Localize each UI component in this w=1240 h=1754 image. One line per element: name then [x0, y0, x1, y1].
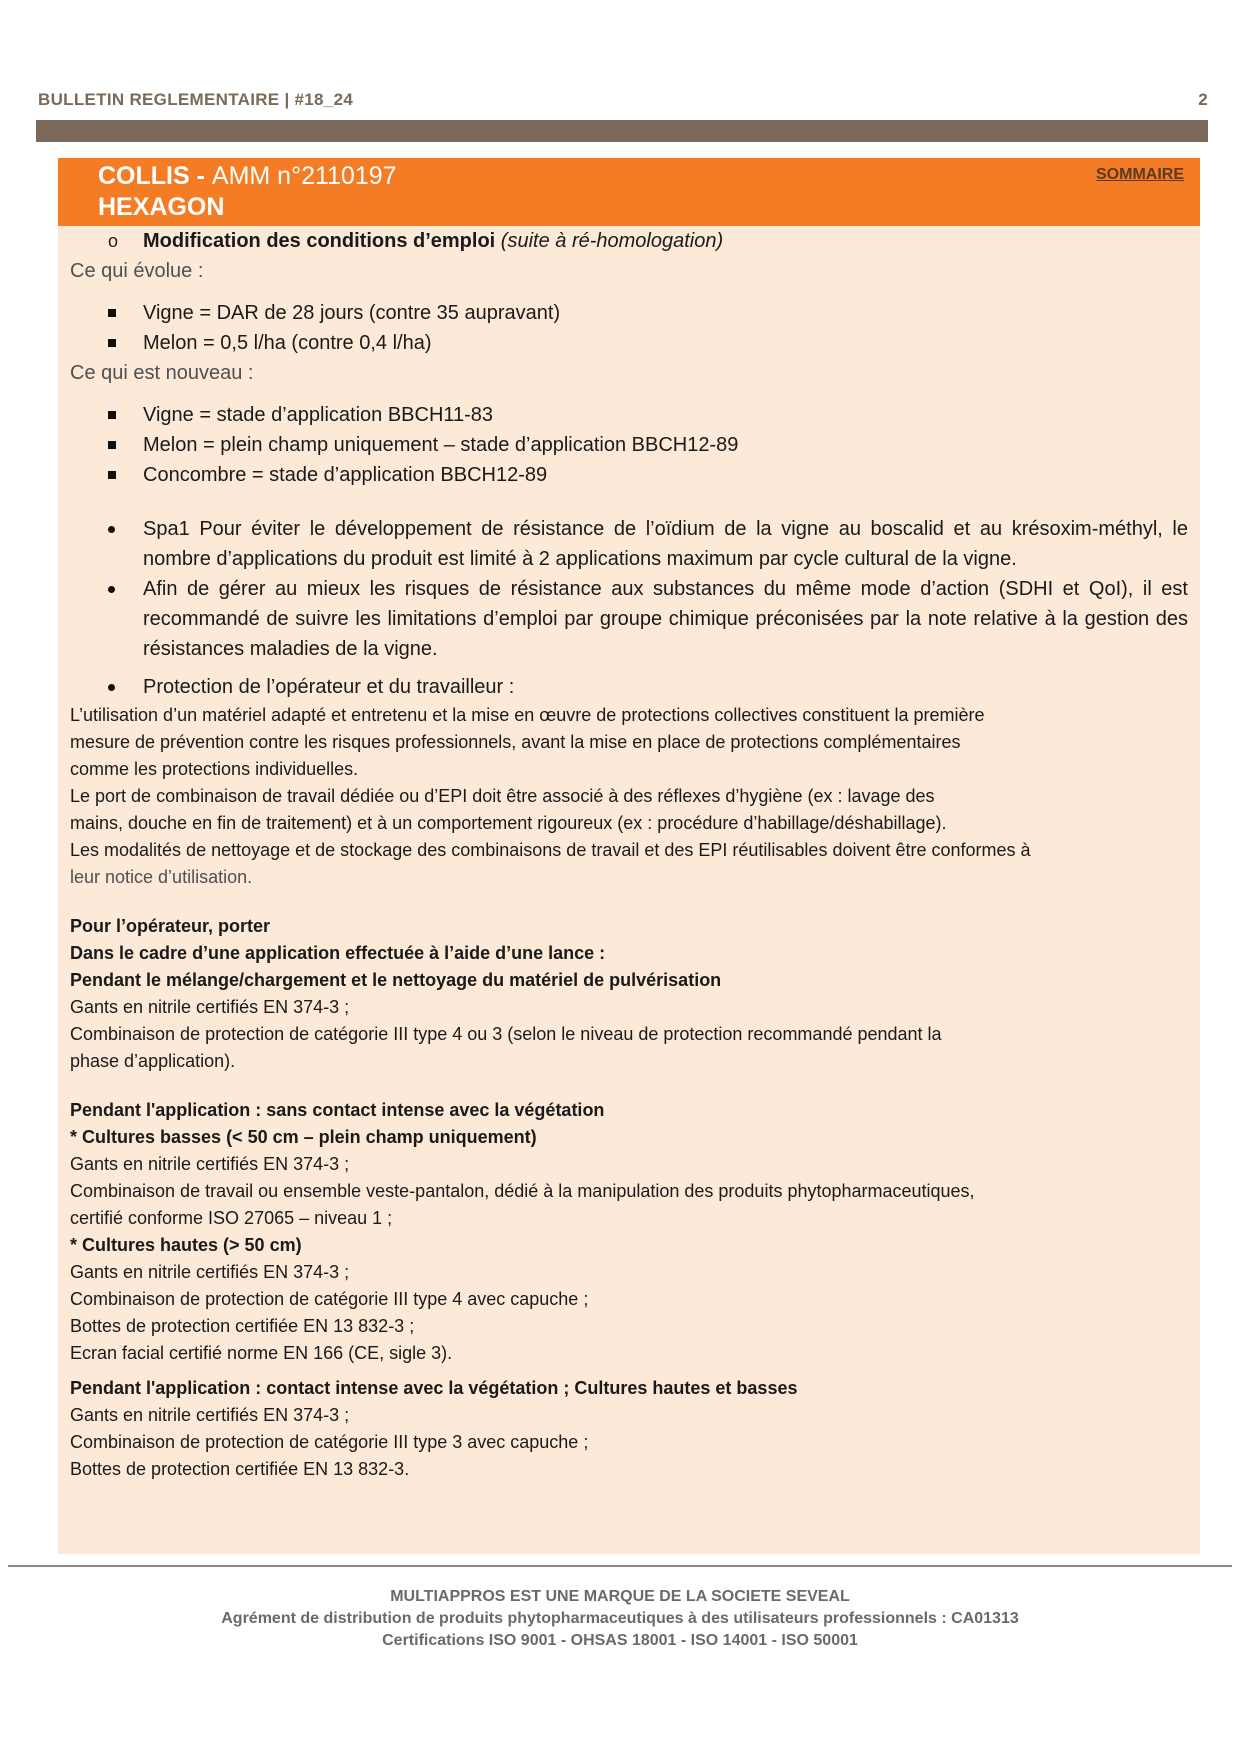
square-bullet-icon — [108, 411, 116, 419]
application-no-contact-section — [70, 1097, 1188, 1367]
dot-bullet-icon — [108, 684, 115, 691]
text-line: Gants en nitrile certifiés EN 374-3 ; — [70, 1154, 350, 1174]
square-bullet-icon — [108, 309, 116, 317]
subheading-bold: Modification des conditions d’emploi — [143, 230, 496, 252]
list-item — [70, 430, 1188, 460]
new-list — [70, 400, 1188, 490]
list-item — [70, 460, 1188, 490]
resistance-bullets — [70, 514, 1188, 664]
text-line: Ecran facial certifié norme EN 166 (CE, sigle 3). — [70, 1343, 453, 1363]
list-item-text: Melon = 0,5 l/ha (contre 0,4 l/ha) — [143, 332, 432, 354]
text-line: Bottes de protection certifiée EN 13 832-3. — [70, 1459, 410, 1479]
text-line: Le port de combinaison de travail dédiée ou d’EPI doit être associé à des réflexes d’hygiène (ex : lavage des — [70, 786, 935, 806]
protection-paragraph — [70, 702, 1188, 891]
lance-heading: Dans le cadre d’une application effectuée à l’aide d’une lance : — [70, 943, 606, 963]
list-item-text: Protection de l’opérateur et du travailleur : — [143, 676, 515, 698]
list-item — [70, 328, 1188, 358]
contact-heading: Pendant l'application : contact intense avec la végétation ; Cultures hautes et basses — [70, 1378, 798, 1398]
list-item-text: Spa1 Pour éviter le développement de résistance de l’oïdium de la vigne au boscalid et au krésoxim-méthyl, le nombre d’applications du produit est limité à 2 applications maximum par cycle cultural de la vigne. — [143, 518, 1188, 570]
sommaire-link[interactable]: SOMMAIRE — [1096, 166, 1184, 183]
new-label: Ce qui est nouveau : — [70, 362, 254, 384]
application-contact-section — [70, 1375, 1188, 1483]
evolve-label: Ce qui évolue : — [70, 260, 204, 282]
text-line: certifié conforme ISO 27065 – niveau 1 ; — [70, 1208, 393, 1228]
list-item-text: Vigne = DAR de 28 jours (contre 35 aupravant) — [143, 302, 561, 324]
text-line: Combinaison de protection de catégorie III type 4 ou 3 (selon le niveau de protection recommandé pendant la — [70, 1024, 942, 1044]
list-item — [70, 672, 1188, 702]
protection-bullet-list — [70, 672, 1188, 702]
list-item-text: Concombre = stade d’application BBCH12-89 — [143, 464, 548, 486]
running-header — [38, 90, 1208, 114]
text-line: L’utilisation d’un matériel adapté et entretenu et la mise en œuvre de protections collectives constituent la première — [70, 705, 985, 725]
operator-section — [70, 913, 1188, 1075]
square-bullet-icon — [108, 339, 116, 347]
text-line: Les modalités de nettoyage et de stockage des combinaisons de travail et des EPI réutilisables doivent être conformes à — [70, 840, 1031, 860]
evolve-list — [70, 298, 1188, 358]
footer-agreement: Agrément de distribution de produits phytopharmaceutiques à des utilisateurs professionnels : CA01313 — [221, 1610, 1019, 1627]
mixing-heading: Pendant le mélange/chargement et le nettoyage du matériel de pulvérisation — [70, 970, 722, 990]
list-item-text: Afin de gérer au mieux les risques de résistance aux substances du même mode d’action (SDHI et QoI), il est recommandé de suivre les limitations d’emploi par groupe chimique préconisées par la note relative à la gestion des résistances maladies de la vigne. — [143, 578, 1188, 660]
list-item-text: Vigne = stade d’application BBCH11-83 — [143, 404, 494, 426]
no-contact-heading: Pendant l'application : sans contact intense avec la végétation — [70, 1100, 605, 1120]
footer-company: MULTIAPPROS EST UNE MARQUE DE LA SOCIETE SEVEAL — [390, 1588, 850, 1605]
low-crops-heading: * Cultures basses (< 50 cm – plein champ uniquement) — [70, 1127, 537, 1147]
amm-number: AMM n°2110197 — [211, 162, 397, 190]
list-item — [70, 514, 1188, 574]
page-footer — [0, 1586, 1240, 1652]
product-title-line-1 — [98, 160, 397, 192]
subheading-italic: (suite à ré-homologation) — [500, 230, 724, 252]
circle-bullet-icon: o — [108, 231, 119, 251]
list-item-text: Melon = plein champ uniquement – stade d’application BBCH12-89 — [143, 434, 739, 456]
title-separator: - — [189, 162, 212, 190]
footer-certifications: Certifications ISO 9001 - OHSAS 18001 - ISO 14001 - ISO 50001 — [382, 1632, 858, 1649]
text-line: mesure de prévention contre les risques professionnels, avant la mise en place de protections complémentaires — [70, 732, 961, 752]
product-name: COLLIS — [98, 162, 190, 190]
text-line: mains, douche en fin de traitement) et à un comportement rigoureux (ex : procédure d’habillage/déshabillage). — [70, 813, 947, 833]
modification-subheading — [70, 226, 1188, 256]
dot-bullet-icon — [108, 586, 115, 593]
bulletin-title: BULLETIN REGLEMENTAIRE | #18_24 — [38, 90, 354, 109]
list-item — [70, 298, 1188, 328]
list-item — [70, 574, 1188, 664]
text-line: phase d’application). — [70, 1051, 236, 1071]
product-title-line-2 — [98, 191, 224, 223]
product-name-2: HEXAGON — [98, 193, 225, 221]
header-rule — [36, 120, 1208, 142]
dot-bullet-icon — [108, 526, 115, 533]
text-line: Combinaison de protection de catégorie III type 3 avec capuche ; — [70, 1432, 589, 1452]
operator-heading: Pour l’opérateur, porter — [70, 916, 271, 936]
text-line: Combinaison de travail ou ensemble veste-pantalon, dédié à la manipulation des produits phytopharmaceutiques, — [70, 1181, 975, 1201]
page-number: 2 — [1198, 90, 1208, 109]
text-line: Bottes de protection certifiée EN 13 832-3 ; — [70, 1316, 415, 1336]
product-title-bar — [58, 158, 1200, 226]
text-line: comme les protections individuelles. — [70, 759, 359, 779]
text-line: Combinaison de protection de catégorie III type 4 avec capuche ; — [70, 1289, 589, 1309]
document-content — [70, 226, 1188, 1483]
list-item — [70, 400, 1188, 430]
text-line: Gants en nitrile certifiés EN 374-3 ; — [70, 997, 350, 1017]
square-bullet-icon — [108, 471, 116, 479]
text-line: Gants en nitrile certifiés EN 374-3 ; — [70, 1262, 350, 1282]
text-line: leur notice d’utilisation. — [70, 867, 253, 887]
footer-rule — [8, 1565, 1232, 1567]
text-line: Gants en nitrile certifiés EN 374-3 ; — [70, 1405, 350, 1425]
square-bullet-icon — [108, 441, 116, 449]
high-crops-heading: * Cultures hautes (> 50 cm) — [70, 1235, 302, 1255]
